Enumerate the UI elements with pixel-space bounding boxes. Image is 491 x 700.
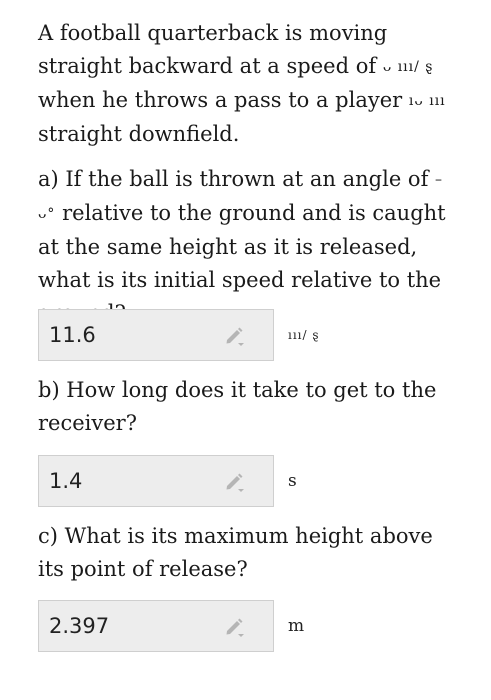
pencil-icon[interactable] — [223, 614, 247, 638]
part-a-angle-garbled: –ᴗ° — [38, 172, 444, 222]
pencil-icon[interactable] — [223, 323, 247, 347]
answer-field-c[interactable] — [38, 600, 274, 652]
question-part-c — [38, 520, 458, 586]
answer-field-b[interactable] — [38, 455, 274, 507]
answer-value-c: 2.397 — [49, 614, 110, 638]
part-b-text: b) How long does it take to get to the receiver? — [38, 378, 437, 435]
unit-c: m — [288, 616, 305, 636]
answer-value-a: 11.6 — [49, 323, 96, 347]
part-a-text-1: a) If the ball is thrown at an angle of — [38, 167, 429, 191]
intro-speed-garbled: ᴗ ııı/ ȿ — [382, 59, 434, 75]
part-a-text-2: relative to the ground and is caught at the same height as it is released, what is its initial speed relative to the — [38, 201, 446, 292]
unit-b: s — [288, 471, 297, 491]
question-part-b — [38, 374, 458, 440]
part-c-text: c) What is its maximum height above its point of release? — [38, 524, 433, 581]
intro-text-3: straight downfield. — [38, 122, 240, 146]
intro-text-2: when he throws a pass to a player — [38, 88, 403, 112]
answer-field-a[interactable] — [38, 309, 274, 361]
answer-value-b: 1.4 — [49, 469, 83, 493]
answer-row-c — [38, 600, 304, 652]
unit-a: ııı/ ȿ — [288, 328, 320, 342]
intro-text-1: A football quarterback is moving straight backward at a speed of — [38, 21, 388, 78]
intro-distance-garbled: ıᴗ ııı — [408, 93, 446, 109]
answer-row-a — [38, 309, 320, 361]
pencil-icon[interactable] — [223, 469, 247, 493]
answer-row-b — [38, 455, 297, 507]
question-part-a — [38, 163, 458, 330]
question-intro — [38, 17, 458, 151]
